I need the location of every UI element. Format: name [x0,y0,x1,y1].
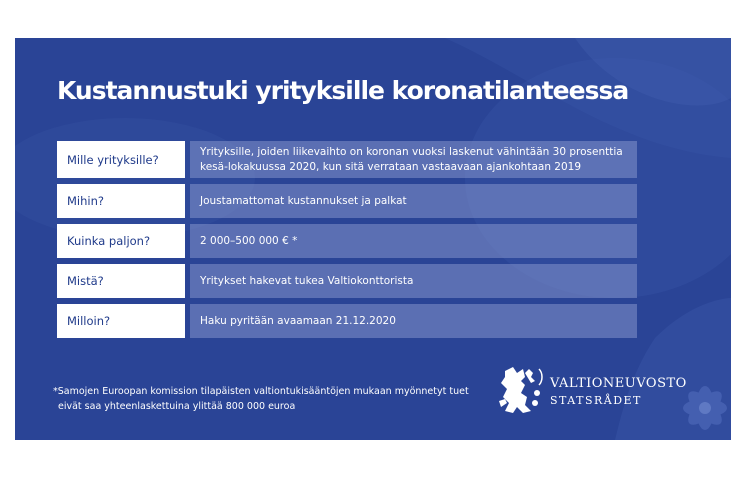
info-table [57,141,637,344]
question-cell: Kuinka paljon? [57,224,185,258]
finnish-lion-emblem-icon [495,363,547,419]
answer-cell: Yritykset hakevat tukea Valtiokonttorista [190,264,637,298]
logo-name-finnish: VALTIONEUVOSTO [550,376,687,391]
answer-line: Yrityksille, joiden liikevaihto on koronan vuoksi laskenut vähintään 30 prosenttia [200,145,623,158]
question-cell: Mille yrityksille? [57,141,185,178]
answer-cell: Joustamattomat kustannukset ja palkat [190,184,637,218]
table-row [57,304,637,338]
valtioneuvosto-logo [495,363,695,423]
info-card [15,38,731,440]
table-row [57,184,637,218]
footnote-line: *Samojen Euroopan komission tilapäisten valtiontukisääntöjen mukaan myönnetyt tuet [53,386,469,397]
question-cell: Milloin? [57,304,185,338]
table-row [57,264,637,298]
question-cell: Mihin? [57,184,185,218]
footnote-line: eivät saa yhteenlaskettuina ylittää 800 000 euroa [58,401,296,412]
page-title: Kustannustuki yrityksille koronatilanteessa [57,76,629,105]
logo-name-swedish: STATSRÅDET [550,394,642,407]
answer-cell: Haku pyritään avaamaan 21.12.2020 [190,304,637,338]
table-row [57,224,637,258]
answer-line: kesä-lokakuussa 2020, kun sitä verrataan vastaavaan ajankohtaan 2019 [200,160,582,173]
footnote [53,384,473,414]
question-cell: Mistä? [57,264,185,298]
answer-cell: 2 000–500 000 € * [190,224,637,258]
table-row [57,141,637,178]
answer-cell [190,141,637,178]
